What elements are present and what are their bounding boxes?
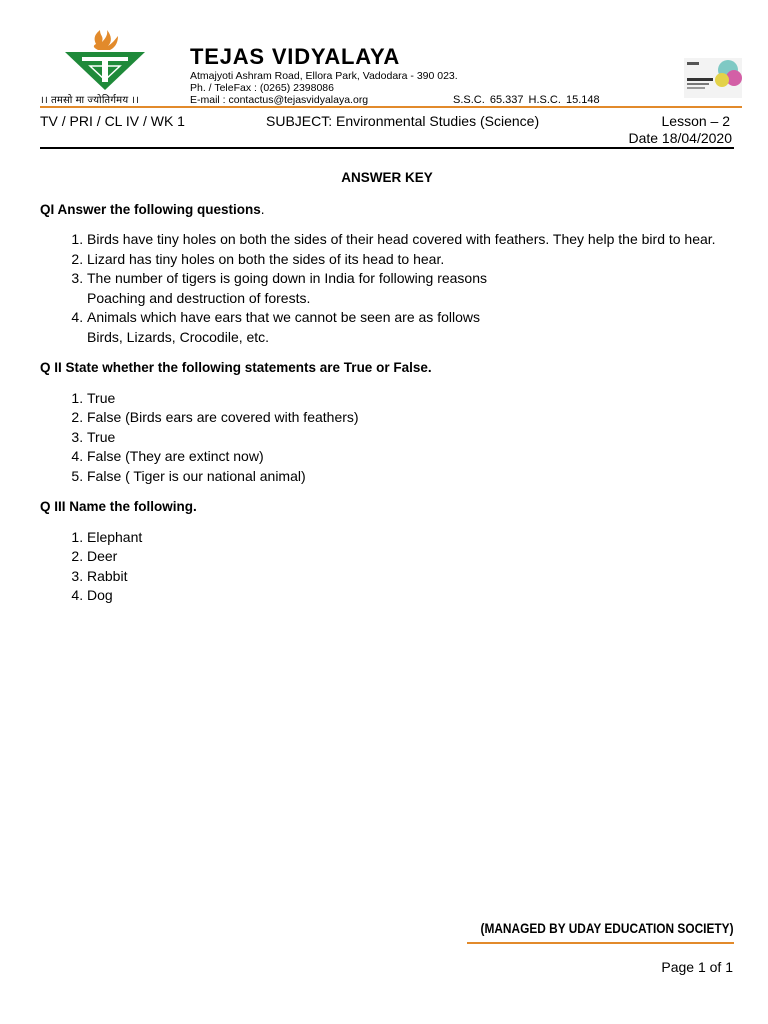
school-phone: Ph. / TeleFax : (0265) 2398086	[190, 82, 334, 94]
answer-list	[40, 230, 734, 347]
accreditation-badge-icon	[684, 58, 742, 98]
list-item: 1. Birds have tiny holes on both the sides of their head covered with feathers. They help the bird to hear.	[87, 230, 734, 250]
school-email: E-mail : contactus@tejasvidyalaya.org	[190, 94, 369, 106]
list-item: 3. True	[87, 428, 734, 448]
section-heading: Q II State whether the following statements are True or False.	[40, 360, 432, 375]
school-logo	[60, 30, 150, 94]
list-item: 2. False (Birds ears are covered with feathers)	[87, 408, 734, 428]
header-divider	[40, 106, 742, 108]
answer-list	[40, 528, 734, 606]
list-item: 5. False ( Tiger is our national animal)	[87, 467, 734, 487]
school-motto: ।। तमसो मा ज्योतिर्गमय ।।	[40, 95, 140, 106]
list-item: 4. Animals which have ears that we cannot be seen are as follows Birds, Lizards, Crocodile, etc.	[87, 308, 734, 347]
managed-by-note: (MANAGED BY UDAY EDUCATION SOCIETY)	[480, 921, 734, 936]
page-number: Page 1 of 1	[661, 959, 733, 975]
school-address: Atmajyoti Ashram Road, Ellora Park, Vadodara - 390 023.	[190, 70, 458, 82]
answer-list	[40, 389, 734, 487]
section-heading: QI Answer the following questions.	[40, 201, 265, 217]
footer-divider	[467, 942, 734, 944]
subject: SUBJECT: Environmental Studies (Science)	[266, 113, 540, 129]
list-item: 1. Elephant	[87, 528, 734, 548]
list-item: 3. The number of tigers is going down in India for following reasons Poaching and destruction of forests.	[87, 269, 734, 308]
section-heading: Q III Name the following.	[40, 499, 197, 514]
list-item: 4. Dog	[87, 586, 734, 606]
school-codes: S.S.C. 65.337 H.S.C. 15.148	[453, 94, 600, 106]
list-item: 2. Lizard has tiny holes on both the sides of its head to hear.	[87, 250, 734, 270]
date: Date 18/04/2020	[628, 130, 732, 146]
lesson-number: Lesson – 2	[661, 113, 730, 129]
list-item: 1. True	[87, 389, 734, 409]
course-code: TV / PRI / CL IV / WK 1	[40, 113, 185, 129]
answer-content	[40, 168, 734, 617]
course-divider	[40, 147, 734, 149]
list-item: 3. Rabbit	[87, 567, 734, 587]
document-title: ANSWER KEY	[341, 170, 433, 185]
list-item: 4. False (They are extinct now)	[87, 447, 734, 467]
school-name: TEJAS VIDYALAYA	[190, 44, 401, 69]
list-item: 2. Deer	[87, 547, 734, 567]
